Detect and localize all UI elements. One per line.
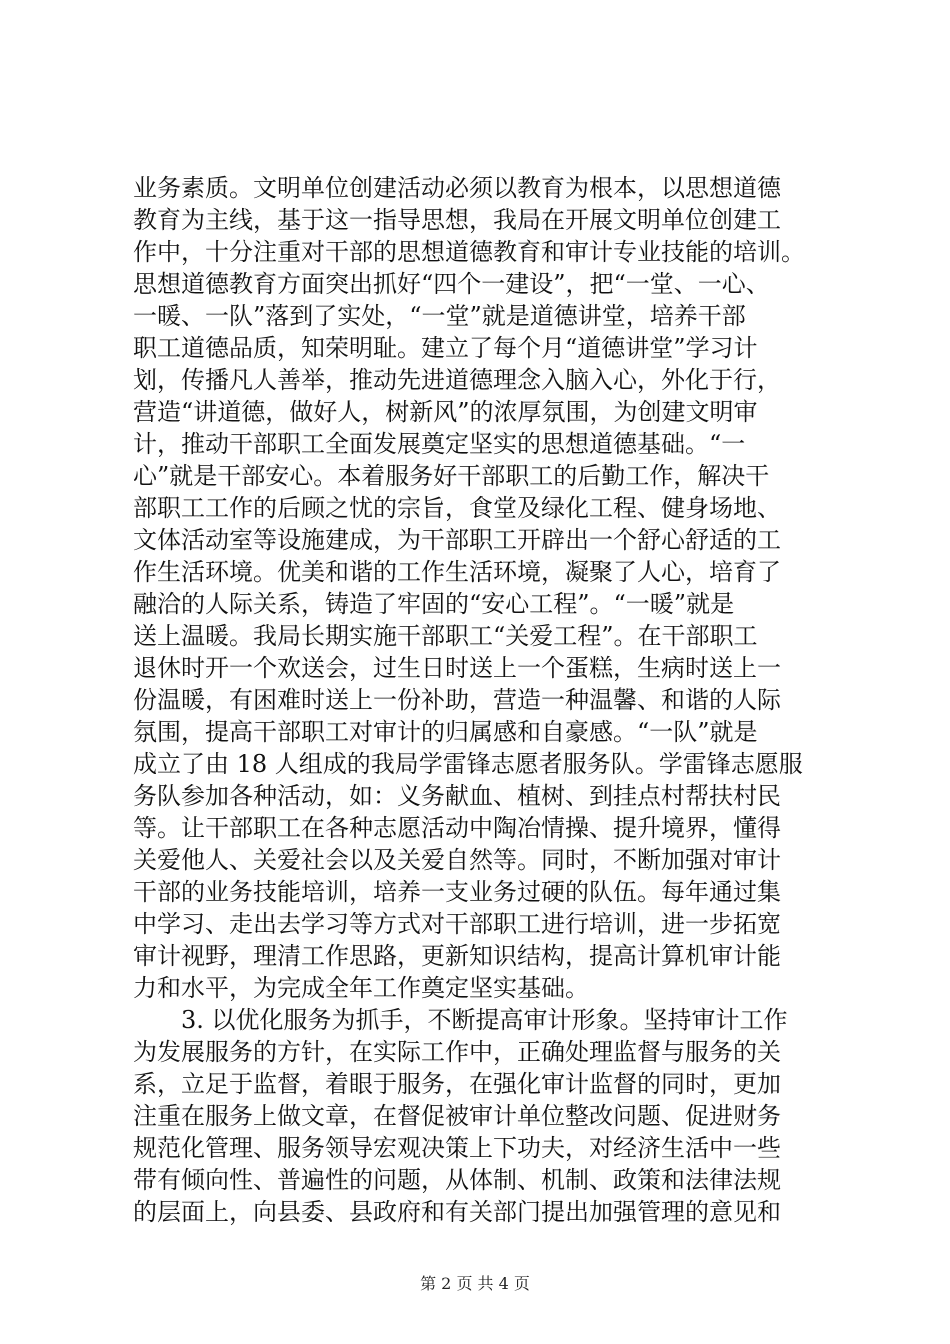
text-line: 文体活动室等设施建成，为干部职工开辟出一个舒心舒适的工 bbox=[133, 526, 781, 554]
text-line: 部职工工作的后顾之忧的宗旨，食堂及绿化工程、健身场地、 bbox=[133, 494, 781, 522]
text-line: 系，立足于监督，着眼于服务，在强化审计监督的同时，更加 bbox=[133, 1070, 781, 1098]
text-line: 职工道德品质，知荣明耻。建立了每个月“道德讲堂”学习计 bbox=[133, 334, 758, 362]
text-line: 业务素质。文明单位创建活动必须以教育为根本，以思想道德 bbox=[133, 174, 781, 202]
text-line: 心”就是干部安心。本着服务好干部职工的后勤工作，解决干 bbox=[133, 462, 770, 490]
text-line: 划，传播凡人善举，推动先进道德理念入脑入心，外化于行， bbox=[133, 366, 781, 394]
text-line: 务队参加各种活动，如：义务献血、植树、到挂点村帮扶村民 bbox=[133, 782, 781, 810]
text-line: 一暖、一队”落到了实处，“一堂”就是道德讲堂，培养干部 bbox=[133, 302, 746, 330]
text-line: 成立了由 18 人组成的我局学雷锋志愿者服务队。学雷锋志愿服 bbox=[133, 750, 803, 778]
text-line: 计，推动干部职工全面发展奠定坚实的思想道德基础。“一 bbox=[133, 430, 746, 458]
text-line: 思想道德教育方面突出抓好“四个一建设”，把“一堂、一心、 bbox=[133, 270, 770, 298]
text-line: 力和水平，为完成全年工作奠定坚实基础。 bbox=[133, 974, 589, 1002]
text-line: 等。让干部职工在各种志愿活动中陶冶情操、提升境界，懂得 bbox=[133, 814, 781, 842]
text-line: 融洽的人际关系，铸造了牢固的“安心工程”。“一暖”就是 bbox=[133, 590, 735, 618]
body-text bbox=[133, 172, 827, 1228]
text-line: 带有倾向性、普遍性的问题，从体制、机制、政策和法律法规 bbox=[133, 1166, 781, 1194]
text-line: 的层面上，向县委、县政府和有关部门提出加强管理的意见和 bbox=[133, 1198, 781, 1226]
text-line: 关爱他人、关爱社会以及关爱自然等。同时，不断加强对审计 bbox=[133, 846, 781, 874]
text-line: 送上温暖。我局长期实施干部职工“关爱工程”。在干部职工 bbox=[133, 622, 758, 650]
text-line: 作生活环境。优美和谐的工作生活环境，凝聚了人心，培育了 bbox=[133, 558, 781, 586]
text-line: 注重在服务上做文章，在督促被审计单位整改问题、促进财务 bbox=[133, 1102, 781, 1130]
text-line: 3. 以优化服务为抓手，不断提高审计形象。坚持审计工作 bbox=[181, 1006, 788, 1034]
text-line: 作中，十分注重对干部的思想道德教育和审计专业技能的培训。 bbox=[133, 238, 805, 266]
page-footer: 第 2 页 共 4 页 bbox=[420, 1274, 530, 1293]
text-line: 中学习、走出去学习等方式对干部职工进行培训，进一步拓宽 bbox=[133, 910, 781, 938]
text-line: 干部的业务技能培训，培养一支业务过硬的队伍。每年通过集 bbox=[133, 878, 781, 906]
text-line: 营造“讲道德，做好人，树新风”的浓厚氛围，为创建文明审 bbox=[133, 398, 758, 426]
text-line: 退休时开一个欢送会，过生日时送上一个蛋糕，生病时送上一 bbox=[133, 654, 781, 682]
text-line: 份温暖，有困难时送上一份补助，营造一种温馨、和谐的人际 bbox=[133, 686, 781, 714]
text-line: 氛围，提高干部职工对审计的归属感和自豪感。“一队”就是 bbox=[133, 718, 758, 746]
text-line: 教育为主线，基于这一指导思想，我局在开展文明单位创建工 bbox=[133, 206, 781, 234]
text-line: 规范化管理、服务领导宏观决策上下功夫，对经济生活中一些 bbox=[133, 1134, 781, 1162]
text-line: 审计视野，理清工作思路，更新知识结构，提高计算机审计能 bbox=[133, 942, 781, 970]
text-line: 为发展服务的方针，在实际工作中，正确处理监督与服务的关 bbox=[133, 1038, 781, 1066]
